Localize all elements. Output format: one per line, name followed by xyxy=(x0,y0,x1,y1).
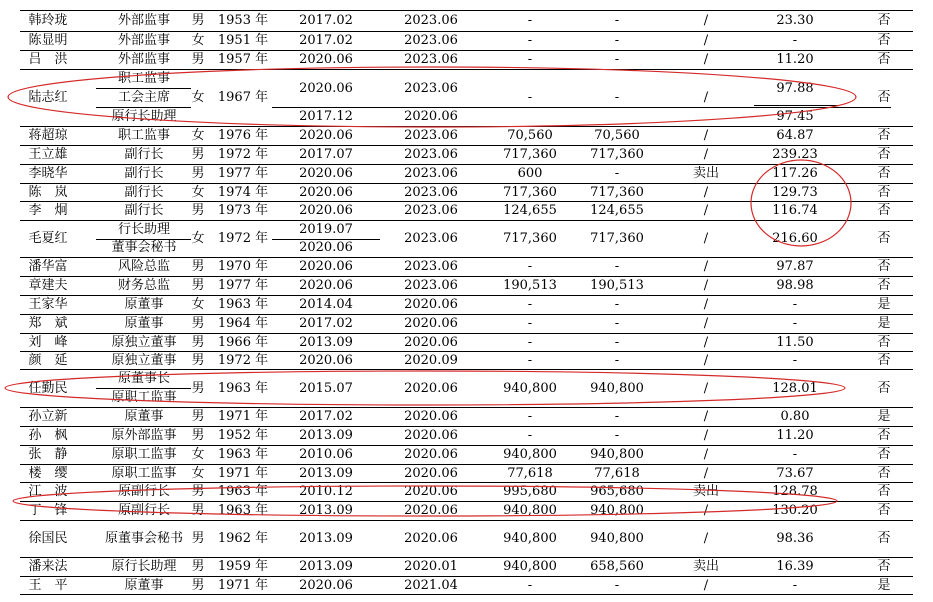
position: 副行长 xyxy=(124,147,164,162)
position: 外部监事 xyxy=(117,52,170,67)
start-date: 2020.06 xyxy=(299,184,353,200)
change-reason: / xyxy=(703,184,709,200)
end-date: 2023.06 xyxy=(404,52,458,67)
change-reason: / xyxy=(703,531,709,546)
start-date: 2013.09 xyxy=(299,465,353,481)
gender: 男 xyxy=(191,352,205,368)
total-pay: 130.20 xyxy=(772,503,818,518)
shares-begin: 940,800 xyxy=(503,447,557,462)
related-party: 否 xyxy=(877,90,891,105)
end-date: 2020.06 xyxy=(404,484,458,499)
shares-end: - xyxy=(614,13,620,28)
end-date: 2020.06 xyxy=(404,503,458,518)
start-date: 2020.06 xyxy=(299,278,353,293)
end-date: 2023.06 xyxy=(404,278,458,293)
position: 职工监事 xyxy=(117,128,170,143)
position: 副行长 xyxy=(124,184,164,200)
shares-begin: 995,680 xyxy=(503,484,557,499)
end-date: 2020.06 xyxy=(404,531,458,546)
shares-begin: - xyxy=(527,13,533,28)
start-date: 2020.06 xyxy=(299,352,353,368)
shares-end: 717,360 xyxy=(590,147,644,162)
gender: 女 xyxy=(191,184,205,200)
total-pay: 97.88 xyxy=(776,80,814,96)
change-reason: / xyxy=(703,147,709,162)
gender: 男 xyxy=(191,409,205,424)
position: 原副行长 xyxy=(117,484,170,499)
birth-year: 1953 年 xyxy=(217,13,269,28)
gender: 男 xyxy=(191,13,205,28)
change-reason: 卖出 xyxy=(692,559,719,574)
birth-year: 1964 年 xyxy=(217,316,269,331)
total-pay: - xyxy=(792,33,798,48)
person-name: 丁 锋 xyxy=(28,503,68,518)
change-reason: 卖出 xyxy=(692,484,719,499)
total-pay: 73.67 xyxy=(776,465,814,481)
person-name: 孙立新 xyxy=(28,409,68,424)
end-date: 2021.04 xyxy=(404,577,458,593)
birth-year: 1972 年 xyxy=(217,352,269,368)
end-date: 2020.06 xyxy=(404,297,458,312)
start-date: 2017.02 xyxy=(299,13,353,28)
change-reason: / xyxy=(703,465,709,481)
shares-begin: 940,800 xyxy=(503,531,557,546)
birth-year: 1973 年 xyxy=(217,203,269,218)
total-pay: 11.20 xyxy=(776,428,814,443)
related-party: 否 xyxy=(877,531,891,546)
related-party: 是 xyxy=(877,577,891,593)
gender: 男 xyxy=(191,166,205,181)
position: 原董事 xyxy=(124,316,164,331)
shares-begin: 77,618 xyxy=(507,465,553,481)
shares-end: 717,360 xyxy=(590,184,644,200)
person-name: 陈显明 xyxy=(28,33,68,48)
end-date: 2023.06 xyxy=(404,80,458,96)
related-party: 否 xyxy=(877,484,891,499)
gender: 男 xyxy=(191,203,205,218)
person-name: 任勤民 xyxy=(28,380,68,396)
change-reason: / xyxy=(703,428,709,443)
birth-year: 1967 年 xyxy=(217,90,269,105)
shares-begin: 717,360 xyxy=(503,231,557,246)
related-party: 否 xyxy=(877,259,891,274)
end-date: 2020.06 xyxy=(404,428,458,443)
person-name: 颜 延 xyxy=(28,352,68,368)
person-name: 孙 枫 xyxy=(28,428,68,443)
related-party: 否 xyxy=(877,559,891,574)
shares-begin: - xyxy=(527,90,533,105)
shares-begin: 940,800 xyxy=(503,380,557,396)
position: 原职工监事 xyxy=(111,390,177,405)
shares-end: 940,800 xyxy=(590,531,644,546)
shares-begin: 600 xyxy=(517,166,543,181)
change-reason: / xyxy=(703,334,709,350)
end-date: 2023.06 xyxy=(404,13,458,28)
position: 原董事 xyxy=(124,297,164,312)
shares-begin: 940,800 xyxy=(503,503,557,518)
birth-year: 1977 年 xyxy=(217,166,269,181)
gender: 男 xyxy=(191,428,205,443)
start-date: 2013.09 xyxy=(299,428,353,443)
birth-year: 1963 年 xyxy=(217,503,269,518)
total-pay: 97.87 xyxy=(776,259,814,274)
annotation-ellipse xyxy=(13,486,837,516)
related-party: 否 xyxy=(877,380,891,396)
birth-year: 1962 年 xyxy=(217,531,269,546)
annotation-ellipse xyxy=(8,67,856,127)
start-date: 2013.09 xyxy=(299,559,353,574)
birth-year: 1971 年 xyxy=(217,465,269,481)
birth-year: 1952 年 xyxy=(217,428,269,443)
position: 原职工监事 xyxy=(111,447,177,462)
position: 原董事长 xyxy=(117,371,170,386)
related-party: 否 xyxy=(877,128,891,143)
person-name: 毛夏红 xyxy=(28,231,68,246)
gender: 男 xyxy=(191,278,205,293)
person-name: 刘 峰 xyxy=(28,334,68,350)
gender: 男 xyxy=(191,259,205,274)
person-name: 陆志红 xyxy=(28,90,68,105)
shares-begin: - xyxy=(527,334,533,350)
position: 副行长 xyxy=(124,166,164,181)
shares-end: 124,655 xyxy=(590,203,644,218)
shares-end: - xyxy=(614,33,620,48)
end-date: 2023.06 xyxy=(404,203,458,218)
start-date: 2020.06 xyxy=(299,577,353,593)
change-reason: / xyxy=(703,33,709,48)
position: 工会主席 xyxy=(117,90,170,105)
shares-begin: - xyxy=(527,297,533,312)
end-date: 2020.06 xyxy=(404,380,458,396)
end-date: 2020.06 xyxy=(404,465,458,481)
shares-end: - xyxy=(614,166,620,181)
birth-year: 1951 年 xyxy=(217,33,269,48)
person-name: 吕 洪 xyxy=(28,52,68,67)
person-name: 王家华 xyxy=(28,297,68,312)
total-pay: 128.78 xyxy=(772,484,818,499)
related-party: 否 xyxy=(877,465,891,481)
birth-year: 1963 年 xyxy=(217,297,269,312)
total-pay: 11.20 xyxy=(776,52,814,67)
shares-begin: - xyxy=(527,52,533,67)
change-reason: / xyxy=(703,13,709,28)
total-pay: 16.39 xyxy=(776,559,814,574)
shares-end: 77,618 xyxy=(594,465,640,481)
gender: 男 xyxy=(191,380,205,396)
end-date: 2020.06 xyxy=(404,334,458,350)
gender: 男 xyxy=(191,559,205,574)
end-date: 2020.06 xyxy=(404,447,458,462)
gender: 女 xyxy=(191,231,205,246)
start-date: 2019.07 xyxy=(299,221,353,237)
related-party: 否 xyxy=(877,428,891,443)
change-reason: / xyxy=(703,203,709,218)
position: 风险总监 xyxy=(117,259,170,274)
change-reason: / xyxy=(703,128,709,143)
end-date: 2020.09 xyxy=(404,352,458,368)
gender: 男 xyxy=(191,577,205,593)
start-date: 2020.06 xyxy=(299,128,353,143)
annotation-ellipse xyxy=(751,160,851,246)
related-party: 否 xyxy=(877,52,891,67)
change-reason: / xyxy=(703,231,709,246)
total-pay: 98.98 xyxy=(776,278,814,293)
change-reason: / xyxy=(703,447,709,462)
position: 原外部监事 xyxy=(111,428,177,443)
gender: 女 xyxy=(191,90,205,105)
start-date: 2020.06 xyxy=(299,240,353,256)
end-date: 2020.06 xyxy=(404,316,458,331)
related-party: 是 xyxy=(877,316,891,331)
end-date: 2023.06 xyxy=(404,259,458,274)
start-date: 2017.02 xyxy=(299,409,353,424)
gender: 女 xyxy=(191,128,205,143)
shares-end: - xyxy=(614,334,620,350)
birth-year: 1957 年 xyxy=(217,52,269,67)
birth-year: 1971 年 xyxy=(217,409,269,424)
change-reason: / xyxy=(703,380,709,396)
related-party: 否 xyxy=(877,503,891,518)
person-name: 王立雄 xyxy=(28,147,68,162)
person-name: 陈 岚 xyxy=(28,184,68,200)
shares-begin: - xyxy=(527,259,533,274)
total-pay: 11.50 xyxy=(776,334,814,350)
start-date: 2020.06 xyxy=(299,259,353,274)
end-date: 2023.06 xyxy=(404,147,458,162)
start-date: 2017.02 xyxy=(299,33,353,48)
end-date: 2023.06 xyxy=(404,166,458,181)
start-date: 2017.12 xyxy=(299,109,353,124)
related-party: 否 xyxy=(877,13,891,28)
position: 原董事会秘书 xyxy=(104,531,183,546)
person-name: 王 平 xyxy=(28,577,68,593)
birth-year: 1972 年 xyxy=(217,231,269,246)
person-name: 潘来法 xyxy=(28,559,68,574)
person-name: 李 炯 xyxy=(28,203,68,218)
related-party: 否 xyxy=(877,334,891,350)
related-party: 否 xyxy=(877,278,891,293)
gender: 女 xyxy=(191,33,205,48)
shares-begin: - xyxy=(527,428,533,443)
person-name: 徐国民 xyxy=(28,531,68,546)
shares-end: - xyxy=(614,90,620,105)
shares-begin: - xyxy=(527,33,533,48)
end-date: 2023.06 xyxy=(404,231,458,246)
shares-begin: 717,360 xyxy=(503,184,557,200)
start-date: 2017.07 xyxy=(299,147,353,162)
birth-year: 1976 年 xyxy=(217,128,269,143)
person-name: 张 静 xyxy=(28,447,68,462)
birth-year: 1963 年 xyxy=(217,380,269,396)
total-pay: - xyxy=(792,447,798,462)
change-reason: / xyxy=(703,352,709,368)
position: 原董事 xyxy=(124,577,164,593)
start-date: 2017.02 xyxy=(299,316,353,331)
gender: 男 xyxy=(191,147,205,162)
position: 原职工监事 xyxy=(111,465,177,481)
position: 行长助理 xyxy=(117,221,170,237)
start-date: 2013.09 xyxy=(299,531,353,546)
shares-end: 940,800 xyxy=(590,503,644,518)
gender: 男 xyxy=(191,484,205,499)
start-date: 2020.06 xyxy=(299,203,353,218)
shares-end: - xyxy=(614,409,620,424)
birth-year: 1963 年 xyxy=(217,484,269,499)
position: 董事会秘书 xyxy=(111,240,177,256)
change-reason: / xyxy=(703,409,709,424)
gender: 女 xyxy=(191,465,205,481)
related-party: 否 xyxy=(877,447,891,462)
shares-begin: - xyxy=(527,352,533,368)
shares-end: - xyxy=(614,577,620,593)
total-pay: 23.30 xyxy=(776,13,814,28)
position: 副行长 xyxy=(124,203,164,218)
start-date: 2013.09 xyxy=(299,503,353,518)
end-date: 2020.06 xyxy=(404,409,458,424)
birth-year: 1963 年 xyxy=(217,447,269,462)
shares-begin: 717,360 xyxy=(503,147,557,162)
total-pay: 64.87 xyxy=(776,128,814,143)
shares-begin: 190,513 xyxy=(503,278,557,293)
end-date: 2023.06 xyxy=(404,128,458,143)
shares-begin: 70,560 xyxy=(507,128,553,143)
annotation-ellipse xyxy=(5,371,845,405)
start-date: 2010.12 xyxy=(299,484,353,499)
person-name: 韩玲珑 xyxy=(28,13,68,28)
position: 原行长助理 xyxy=(111,559,177,574)
change-reason: / xyxy=(703,316,709,331)
shares-end: - xyxy=(614,428,620,443)
change-reason: / xyxy=(703,503,709,518)
total-pay: 239.23 xyxy=(772,147,818,162)
shares-begin: 940,800 xyxy=(503,559,557,574)
total-pay: 216.60 xyxy=(772,231,818,246)
total-pay: - xyxy=(792,352,798,368)
person-name: 郑 斌 xyxy=(28,316,68,331)
gender: 男 xyxy=(191,531,205,546)
total-pay: - xyxy=(792,577,798,593)
position: 外部监事 xyxy=(117,33,170,48)
total-pay: 128.01 xyxy=(772,380,818,396)
related-party: 否 xyxy=(877,147,891,162)
gender: 男 xyxy=(191,503,205,518)
end-date: 2020.06 xyxy=(404,109,458,124)
shares-end: - xyxy=(614,259,620,274)
related-party: 否 xyxy=(877,184,891,200)
birth-year: 1977 年 xyxy=(217,278,269,293)
position: 原行长助理 xyxy=(111,109,177,124)
related-party: 否 xyxy=(877,166,891,181)
start-date: 2013.09 xyxy=(299,334,353,350)
person-name: 楼 缨 xyxy=(28,465,68,481)
gender: 男 xyxy=(191,52,205,67)
shares-begin: - xyxy=(527,577,533,593)
change-reason: / xyxy=(703,259,709,274)
shares-end: 940,800 xyxy=(590,447,644,462)
start-date: 2020.06 xyxy=(299,80,353,96)
shares-end: - xyxy=(614,316,620,331)
person-name: 李晓华 xyxy=(28,166,68,181)
shares-end: 717,360 xyxy=(590,231,644,246)
start-date: 2015.07 xyxy=(299,380,353,396)
total-pay: 116.74 xyxy=(772,203,818,218)
change-reason: / xyxy=(703,52,709,67)
shares-end: 965,680 xyxy=(590,484,644,499)
position: 原独立董事 xyxy=(111,334,177,350)
person-name: 江 波 xyxy=(28,484,68,499)
start-date: 2020.06 xyxy=(299,52,353,67)
birth-year: 1972 年 xyxy=(217,147,269,162)
related-party: 否 xyxy=(877,33,891,48)
change-reason: 卖出 xyxy=(692,166,719,181)
related-party: 否 xyxy=(877,352,891,368)
change-reason: / xyxy=(703,577,709,593)
related-party: 否 xyxy=(877,231,891,246)
shares-end: 70,560 xyxy=(594,128,640,143)
shares-end: - xyxy=(614,297,620,312)
shares-begin: - xyxy=(527,409,533,424)
total-pay: 117.26 xyxy=(772,166,818,181)
position: 外部监事 xyxy=(117,13,170,28)
total-pay: 129.73 xyxy=(772,184,818,200)
shares-end: - xyxy=(614,52,620,67)
end-date: 2020.01 xyxy=(404,559,458,574)
birth-year: 1959 年 xyxy=(217,559,269,574)
total-pay: - xyxy=(792,316,798,331)
related-party: 是 xyxy=(877,409,891,424)
start-date: 2020.06 xyxy=(299,166,353,181)
gender: 男 xyxy=(191,316,205,331)
position: 原董事 xyxy=(124,409,164,424)
position: 原独立董事 xyxy=(111,352,177,368)
change-reason: / xyxy=(703,278,709,293)
shares-end: 190,513 xyxy=(590,278,644,293)
person-name: 潘华富 xyxy=(28,259,68,274)
shares-begin: - xyxy=(527,316,533,331)
total-pay: 98.36 xyxy=(776,531,814,546)
end-date: 2023.06 xyxy=(404,33,458,48)
total-pay: 97.45 xyxy=(776,109,814,124)
change-reason: / xyxy=(703,90,709,105)
position: 财务总监 xyxy=(117,278,170,293)
position: 职工监事 xyxy=(117,71,170,86)
shares-begin: 124,655 xyxy=(503,203,557,218)
gender: 男 xyxy=(191,334,205,350)
shares-end: - xyxy=(614,352,620,368)
gender: 女 xyxy=(191,447,205,462)
position: 原副行长 xyxy=(117,503,170,518)
birth-year: 1966 年 xyxy=(217,334,269,350)
start-date: 2014.04 xyxy=(299,297,353,312)
birth-year: 1970 年 xyxy=(217,259,269,274)
end-date: 2023.06 xyxy=(404,184,458,200)
person-name: 蒋超琼 xyxy=(28,128,68,143)
start-date: 2010.06 xyxy=(299,447,353,462)
change-reason: / xyxy=(703,297,709,312)
total-pay: - xyxy=(792,297,798,312)
related-party: 否 xyxy=(877,203,891,218)
shares-end: 940,800 xyxy=(590,380,644,396)
related-party: 是 xyxy=(877,297,891,312)
gender: 女 xyxy=(191,297,205,312)
birth-year: 1974 年 xyxy=(217,184,269,200)
birth-year: 1971 年 xyxy=(217,577,269,593)
total-pay: 0.80 xyxy=(780,409,810,424)
person-name: 章建夫 xyxy=(28,278,68,293)
shares-end: 658,560 xyxy=(590,559,644,574)
